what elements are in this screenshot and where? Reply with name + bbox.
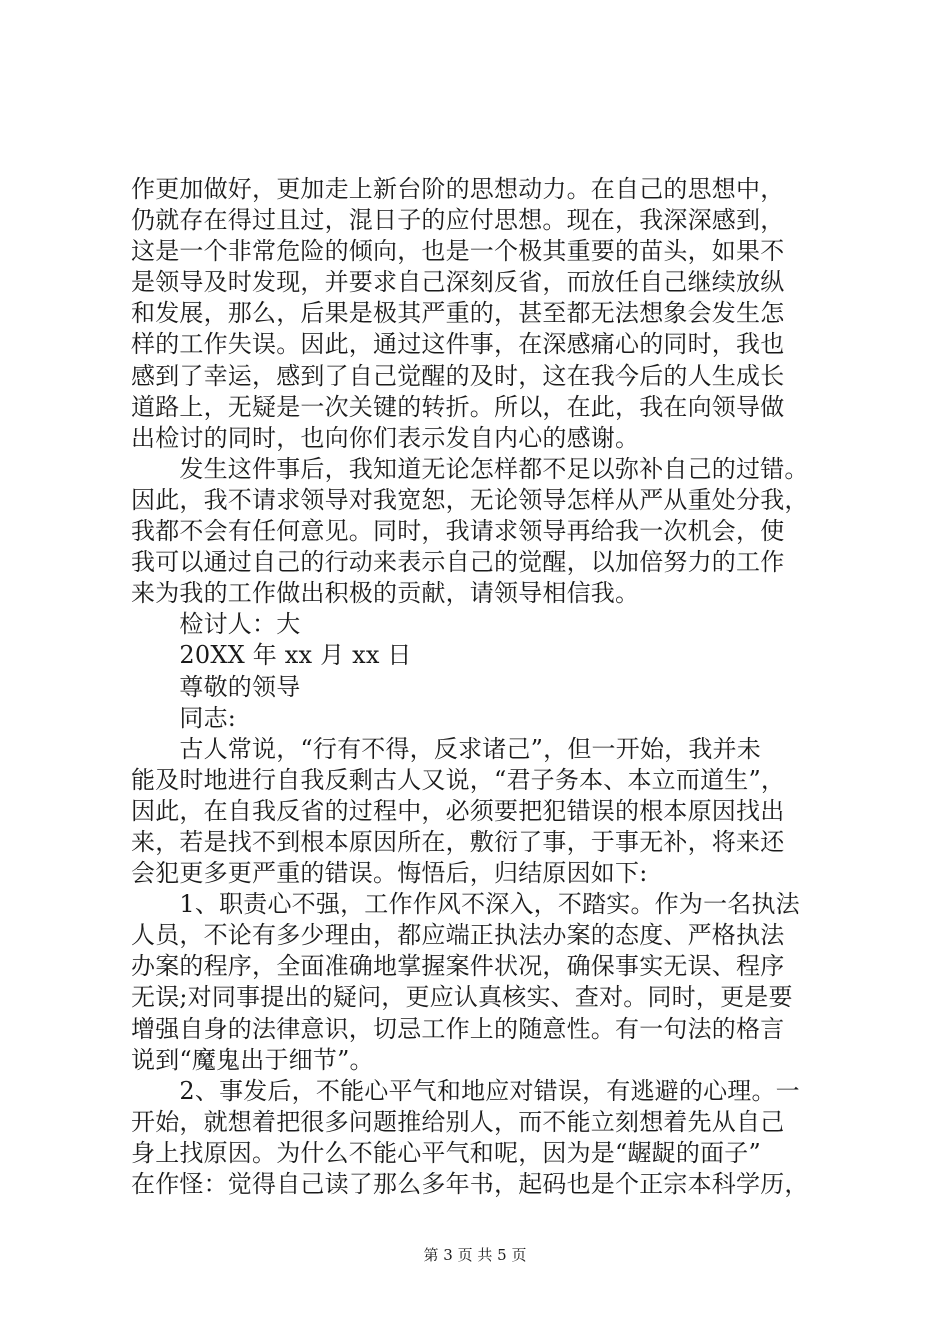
text-line: 1、职责心不强，工作作风不深入，不踏实。作为一名执法 bbox=[131, 890, 800, 919]
text-line: 会犯更多更严重的错误。悔悟后，归结原因如下: bbox=[131, 859, 648, 888]
text-line: 发生这件事后，我知道无论怎样都不足以弥补自己的过错。 bbox=[131, 454, 809, 483]
text-line: 仍就存在得过且过，混日子的应付思想。现在，我深深感到， bbox=[131, 206, 785, 235]
text-line: 和发展，那么，后果是极其严重的，甚至都无法想象会发生怎 bbox=[131, 299, 785, 328]
text-line: 身上找原因。为什么不能心平气和呢，因为是“龌龊的面子” bbox=[131, 1138, 761, 1167]
text-line: 办案的程序，全面准确地掌握案件状况，确保事实无误、程序 bbox=[131, 952, 785, 981]
text-line: 开始，就想着把很多问题推给别人，而不能立刻想着先从自己 bbox=[131, 1107, 785, 1136]
text-line: 我可以通过自己的行动来表示自己的觉醒，以加倍努力的工作 bbox=[131, 548, 785, 577]
text-line: 同志: bbox=[131, 703, 237, 732]
text-line: 增强自身的法律意识，切忌工作上的随意性。有一句法的格言 bbox=[131, 1014, 785, 1043]
text-line: 这是一个非常危险的倾向，也是一个极其重要的苗头，如果不 bbox=[131, 237, 785, 266]
text-line: 来为我的工作做出积极的贡献，请领导相信我。 bbox=[131, 579, 640, 608]
text-line: 无误;对同事提出的疑问，更应认真核实、查对。同时，更是要 bbox=[131, 983, 793, 1012]
text-line: 20XX 年 xx 月 xx 日 bbox=[131, 641, 412, 670]
text-line: 出检讨的同时，也向你们表示发自内心的感谢。 bbox=[131, 423, 640, 452]
text-line: 人员，不论有多少理由，都应端正执法办案的态度、严格执法 bbox=[131, 921, 785, 950]
text-line: 能及时地进行自我反剩古人又说，“君子务本、本立而道生”， bbox=[131, 765, 786, 794]
text-line: 样的工作失误。因此，通过这件事，在深感痛心的同时，我也 bbox=[131, 330, 785, 359]
text-line: 来，若是找不到根本原因所在，敷衍了事，于事无补，将来还 bbox=[131, 827, 785, 856]
text-line: 我都不会有任何意见。同时，我请求领导再给我一次机会，使 bbox=[131, 517, 785, 546]
text-line: 2、事发后，不能心平气和地应对错误，有逃避的心理。一 bbox=[131, 1076, 800, 1105]
page-footer: 第 3 页 共 5 页 bbox=[423, 1246, 527, 1264]
text-line: 古人常说，“行有不得，反求诸己”，但一开始，我并未 bbox=[131, 734, 761, 763]
text-line: 是领导及时发现，并要求自己深刻反省，而放任自己继续放纵 bbox=[131, 268, 785, 297]
text-line: 尊敬的领导 bbox=[131, 672, 301, 701]
text-line: 因此，在自我反省的过程中，必须要把犯错误的根本原因找出 bbox=[131, 796, 785, 825]
body-text bbox=[131, 174, 831, 1200]
text-line: 在作怪：觉得自己读了那么多年书，起码也是个正宗本科学历， bbox=[131, 1170, 809, 1198]
text-line: 作更加做好，更加走上新台阶的思想动力。在自己的思想中， bbox=[131, 175, 785, 203]
text-line: 感到了幸运，感到了自己觉醒的及时，这在我今后的人生成长 bbox=[131, 361, 785, 390]
text-line: 检讨人：大 bbox=[131, 610, 301, 639]
text-line: 道路上，无疑是一次关键的转折。所以，在此，我在向领导做 bbox=[131, 392, 785, 421]
text-line: 说到“魔鬼出于细节”。 bbox=[131, 1045, 374, 1074]
text-line: 因此，我不请求领导对我宽恕，无论领导怎样从严从重处分我， bbox=[131, 485, 809, 514]
